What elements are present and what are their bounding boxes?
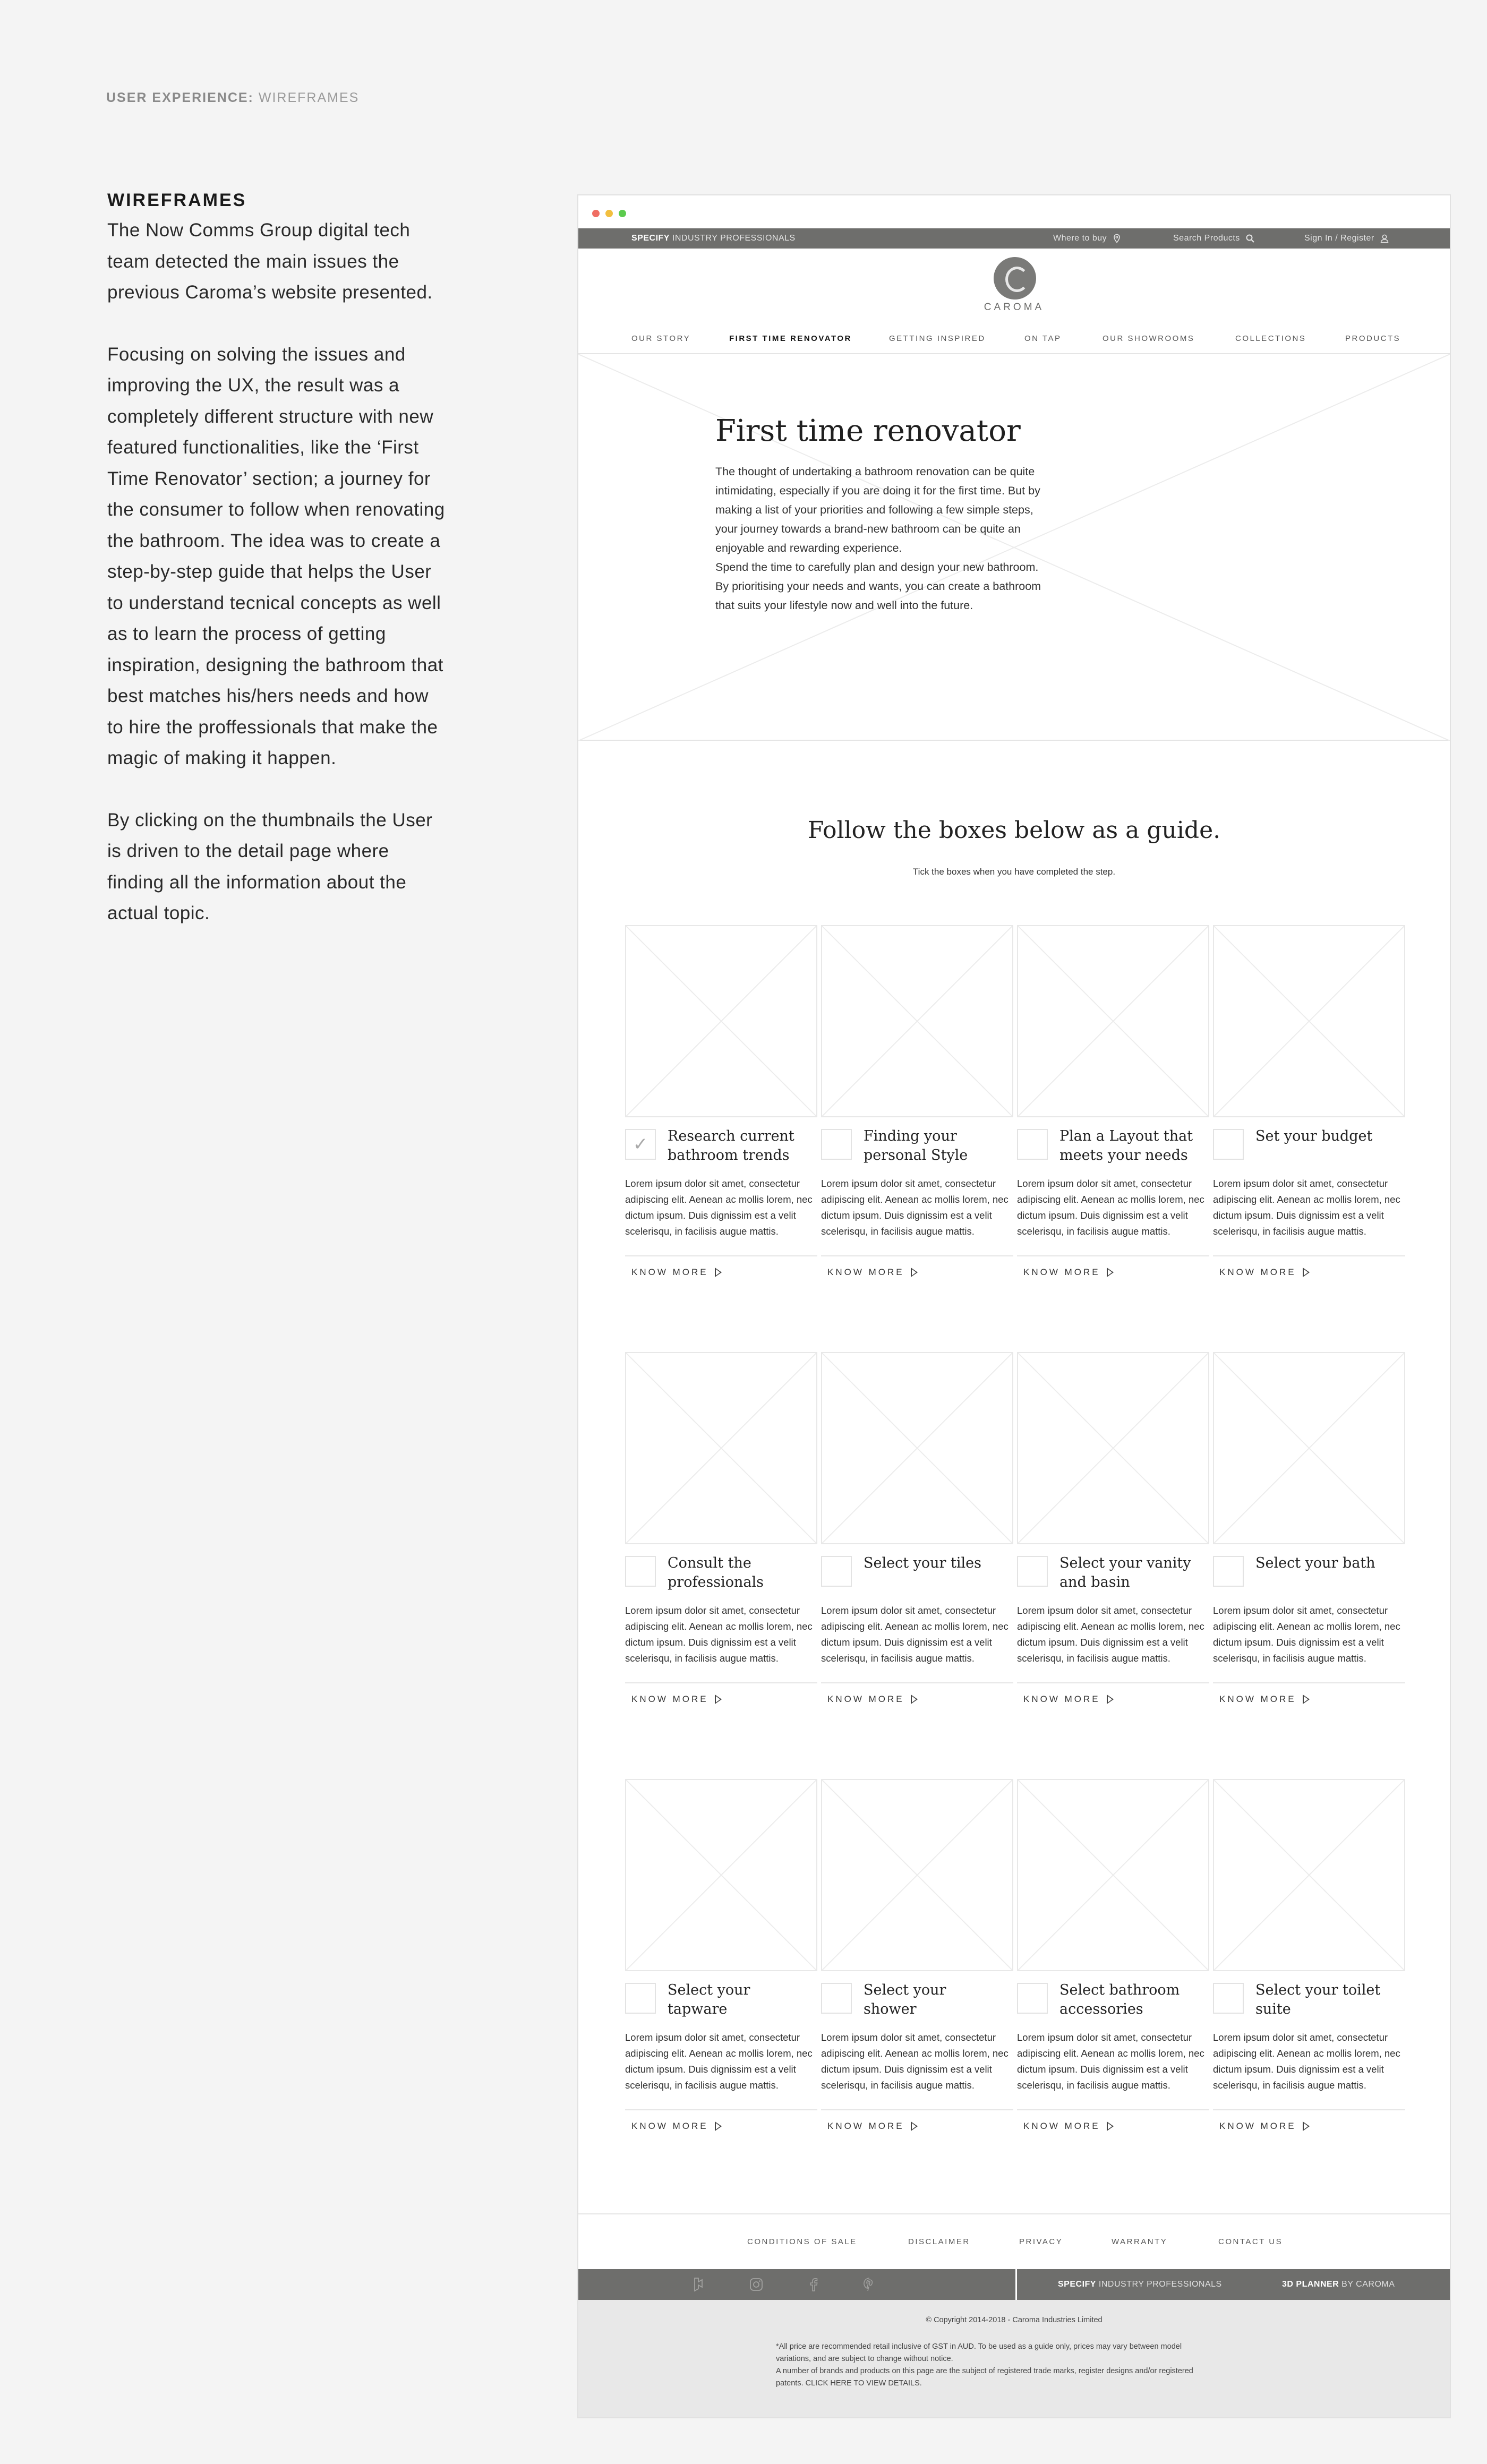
footer-specify-bold: SPECIFY <box>1058 2280 1096 2289</box>
footer-specify-link[interactable] <box>1058 2280 1222 2289</box>
play-arrow-icon <box>1107 2121 1114 2131</box>
step-card[interactable] <box>1017 1779 1209 2132</box>
play-arrow-icon <box>715 2121 722 2131</box>
footer-link-conditions[interactable]: CONDITIONS OF SALE <box>747 2237 857 2246</box>
step-card[interactable] <box>821 1352 1013 1705</box>
breadcrumb-bold: USER EXPERIENCE: <box>106 90 254 105</box>
image-placeholder-icon <box>626 1353 816 1543</box>
step-card[interactable] <box>1213 1352 1405 1705</box>
footer-link-disclaimer[interactable]: DISCLAIMER <box>908 2237 970 2246</box>
footer-bar-separator <box>1015 2269 1017 2300</box>
step-title-line: Select your bath <box>1255 1555 1375 1571</box>
divider <box>1017 2109 1209 2110</box>
disclaimer-line: *All price are recommended retail inclusive of GST in AUD. To be used as a guide only, prices may vary between model <box>776 2342 1182 2351</box>
step-title-line: personal Style <box>864 1147 968 1163</box>
step-title <box>1059 1554 1191 1592</box>
nav-our-story[interactable]: OUR STORY <box>631 334 691 343</box>
footer-3d-planner-link[interactable] <box>1282 2280 1395 2289</box>
step-title <box>1255 1981 1380 2019</box>
step-thumbnail[interactable] <box>625 925 817 1117</box>
play-arrow-icon <box>911 1695 918 1704</box>
step-description: Lorem ipsum dolor sit amet, consectetur adipiscing elit. Aenean ac mollis lorem, nec dictum ipsum. Duis dignissim est a velit scelerisqu, in facilisis augue mattis. <box>821 1178 1009 1237</box>
step-checkbox[interactable] <box>1213 1983 1244 2014</box>
specify-bold: SPECIFY <box>631 234 670 243</box>
disclaimer-line[interactable]: patents. CLICK HERE TO VIEW DETAILS. <box>776 2379 922 2388</box>
image-placeholder-icon <box>1018 1353 1208 1543</box>
step-card[interactable] <box>821 925 1013 1278</box>
browser-window <box>577 194 1451 2418</box>
step-checkbox[interactable] <box>625 1983 656 2014</box>
step-checkbox[interactable] <box>1017 1983 1048 2014</box>
checkmark-icon: ✓ <box>633 1134 648 1154</box>
step-description: Lorem ipsum dolor sit amet, consectetur adipiscing elit. Aenean ac mollis lorem, nec dictum ipsum. Duis dignissim est a velit scelerisqu, in facilisis augue mattis. <box>1017 1178 1204 1237</box>
step-thumbnail[interactable] <box>625 1352 817 1544</box>
play-arrow-icon <box>715 1268 722 1277</box>
where-to-buy-label: Where to buy <box>1053 234 1107 243</box>
legal-disclaimer <box>776 2341 1254 2390</box>
minimize-dot-icon[interactable] <box>605 210 613 217</box>
hero-banner <box>578 354 1450 741</box>
breadcrumb-rest: WIREFRAMES <box>258 90 360 105</box>
image-placeholder-icon <box>822 1353 1012 1543</box>
play-arrow-icon <box>715 1695 722 1704</box>
divider <box>1017 1255 1209 1256</box>
footer-links <box>578 2213 1450 2269</box>
image-placeholder-icon <box>822 1780 1012 1970</box>
image-placeholder-icon <box>1214 1780 1404 1970</box>
search-products-link[interactable] <box>1173 234 1255 243</box>
know-more-label: KNOW MORE <box>631 1267 708 1277</box>
know-more-link[interactable] <box>827 2121 1013 2132</box>
know-more-label: KNOW MORE <box>1219 2121 1296 2131</box>
step-title <box>1255 1554 1375 1573</box>
step-checkbox[interactable] <box>1017 1129 1048 1160</box>
step-title <box>1059 1981 1180 2019</box>
step-card[interactable] <box>625 925 817 1278</box>
step-thumbnail[interactable] <box>821 1779 1013 1971</box>
step-title <box>668 1981 750 2019</box>
step-title <box>1059 1127 1193 1165</box>
footer-planner-rest: BY CAROMA <box>1339 2280 1395 2289</box>
step-title-line: Select your <box>864 1982 946 1998</box>
play-arrow-icon <box>1303 2121 1310 2131</box>
divider <box>821 1682 1013 1683</box>
step-title-line: tapware <box>668 2001 728 2017</box>
divider <box>821 2109 1013 2110</box>
step-description: Lorem ipsum dolor sit amet, consectetur adipiscing elit. Aenean ac mollis lorem, nec dictum ipsum. Duis dignissim est a velit scelerisqu, in facilisis augue mattis. <box>625 2032 813 2091</box>
nav-our-showrooms[interactable]: OUR SHOWROOMS <box>1103 334 1195 343</box>
step-description: Lorem ipsum dolor sit amet, consectetur adipiscing elit. Aenean ac mollis lorem, nec dictum ipsum. Duis dignissim est a velit scelerisqu, in facilisis augue mattis. <box>821 2032 1009 2091</box>
step-thumbnail[interactable] <box>821 925 1013 1117</box>
play-arrow-icon <box>1107 1695 1114 1704</box>
hero-body-2: Spend the time to carefully plan and design your new bathroom. By prioritising your needs and wants, you can create a bathroom that suits your lifestyle now and well into the future. <box>715 561 1041 612</box>
know-more-label: KNOW MORE <box>1219 1694 1296 1704</box>
step-checkbox[interactable] <box>821 1129 852 1160</box>
logo-text: CAROMA <box>984 302 1045 313</box>
play-arrow-icon <box>911 1268 918 1277</box>
know-more-link[interactable] <box>1023 1267 1209 1278</box>
window-controls <box>578 195 1450 228</box>
know-more-link[interactable] <box>1023 1694 1209 1705</box>
step-card[interactable] <box>821 1779 1013 2132</box>
step-thumbnail[interactable] <box>1017 925 1209 1117</box>
step-title-line: shower <box>864 2001 917 2017</box>
know-more-label: KNOW MORE <box>1023 1267 1100 1277</box>
know-more-label: KNOW MORE <box>631 1694 708 1704</box>
step-card[interactable] <box>1017 925 1209 1278</box>
step-title-line: and basin <box>1059 1574 1130 1590</box>
step-title <box>864 1981 946 2019</box>
image-placeholder-icon <box>626 1780 816 1970</box>
step-description: Lorem ipsum dolor sit amet, consectetur adipiscing elit. Aenean ac mollis lorem, nec dictum ipsum. Duis dignissim est a velit scelerisqu, in facilisis augue mattis. <box>625 1605 813 1664</box>
caroma-logo-icon <box>994 257 1036 300</box>
step-title-line: Set your budget <box>1255 1128 1373 1144</box>
footer-specify-rest: INDUSTRY PROFESSIONALS <box>1096 2280 1222 2289</box>
know-more-link[interactable] <box>631 1694 817 1705</box>
step-description: Lorem ipsum dolor sit amet, consectetur adipiscing elit. Aenean ac mollis lorem, nec dictum ipsum. Duis dignissim est a velit scelerisqu, in facilisis augue mattis. <box>821 1605 1009 1664</box>
step-checkbox[interactable] <box>821 1556 852 1587</box>
step-title-line: accessories <box>1059 2001 1143 2017</box>
houzz-icon[interactable] <box>690 2277 706 2292</box>
step-title-line: meets your needs <box>1059 1147 1188 1163</box>
know-more-link[interactable] <box>631 2121 817 2132</box>
know-more-link[interactable] <box>1023 2121 1209 2132</box>
step-title <box>864 1554 981 1573</box>
copyright-text: © Copyright 2014-2018 - Caroma Industries Limited <box>926 2316 1103 2324</box>
sign-in-label: Sign In / Register <box>1304 234 1374 243</box>
step-title <box>668 1127 794 1165</box>
know-more-link[interactable] <box>1219 2121 1405 2132</box>
footer-link-privacy[interactable]: PRIVACY <box>1019 2237 1063 2246</box>
step-description: Lorem ipsum dolor sit amet, consectetur adipiscing elit. Aenean ac mollis lorem, nec dictum ipsum. Duis dignissim est a velit scelerisqu, in facilisis augue mattis. <box>625 1178 813 1237</box>
step-title-line: professionals <box>668 1574 764 1590</box>
nav-products[interactable]: PRODUCTS <box>1345 334 1401 343</box>
footer-link-contact[interactable]: CONTACT US <box>1218 2237 1283 2246</box>
footer-planner-bold: 3D PLANNER <box>1282 2280 1339 2289</box>
specify-rest: INDUSTRY PROFESSIONALS <box>669 234 796 243</box>
description-panel <box>107 190 447 929</box>
search-icon <box>1245 234 1255 243</box>
where-to-buy-link[interactable] <box>1053 234 1122 243</box>
main-nav <box>578 324 1450 354</box>
step-title-line: Select bathroom <box>1059 1982 1180 1998</box>
step-description: Lorem ipsum dolor sit amet, consectetur adipiscing elit. Aenean ac mollis lorem, nec dictum ipsum. Duis dignissim est a velit scelerisqu, in facilisis augue mattis. <box>1213 2032 1400 2091</box>
step-card[interactable] <box>625 1779 817 2132</box>
footer-bar <box>578 2269 1450 2300</box>
step-thumbnail[interactable] <box>1017 1352 1209 1544</box>
play-arrow-icon <box>911 2121 918 2131</box>
divider <box>1213 1682 1405 1683</box>
footer-link-warranty[interactable]: WARRANTY <box>1112 2237 1168 2246</box>
step-title-line: Consult the <box>668 1555 751 1571</box>
description-heading: WIREFRAMES <box>107 190 247 210</box>
step-title-line: Finding your <box>864 1128 957 1144</box>
specify-link[interactable] <box>631 234 796 243</box>
know-more-link[interactable] <box>1219 1267 1405 1278</box>
search-label: Search Products <box>1173 234 1240 243</box>
nav-on-tap[interactable]: ON TAP <box>1024 334 1062 343</box>
divider <box>625 1682 817 1683</box>
step-thumbnail[interactable] <box>1017 1779 1209 1971</box>
step-title-line: bathroom trends <box>668 1147 790 1163</box>
know-more-label: KNOW MORE <box>827 1694 904 1704</box>
divider <box>821 1255 1013 1256</box>
step-checkbox[interactable] <box>1213 1129 1244 1160</box>
know-more-link[interactable] <box>1219 1694 1405 1705</box>
location-pin-icon <box>1112 234 1122 243</box>
step-card[interactable] <box>1017 1352 1209 1705</box>
know-more-link[interactable] <box>827 1267 1013 1278</box>
step-title-line: Select your vanity <box>1059 1555 1191 1571</box>
disclaimer-line: A number of brands and products on this page are the subject of registered trade marks, register designs and/or registered <box>776 2367 1193 2375</box>
sign-in-link[interactable] <box>1304 234 1389 243</box>
image-placeholder-icon <box>626 926 816 1116</box>
know-more-label: KNOW MORE <box>631 2121 708 2131</box>
step-checkbox[interactable] <box>625 1129 656 1160</box>
description-paragraph: The Now Comms Group digital tech team detected the main issues the previous Caroma’s website presented. <box>107 220 433 303</box>
step-title <box>668 1554 764 1592</box>
section-breadcrumb <box>106 90 359 106</box>
step-checkbox[interactable] <box>1017 1556 1048 1587</box>
divider <box>1017 1682 1209 1683</box>
step-checkbox[interactable] <box>625 1556 656 1587</box>
step-thumbnail[interactable] <box>1213 925 1405 1117</box>
step-card[interactable] <box>1213 925 1405 1278</box>
step-description: Lorem ipsum dolor sit amet, consectetur adipiscing elit. Aenean ac mollis lorem, nec dictum ipsum. Duis dignissim est a velit scelerisqu, in facilisis augue mattis. <box>1017 1605 1204 1664</box>
nav-first-time-renovator[interactable]: FIRST TIME RENOVATOR <box>729 334 852 343</box>
divider <box>1213 2109 1405 2110</box>
play-arrow-icon <box>1107 1268 1114 1277</box>
play-arrow-icon <box>1303 1695 1310 1704</box>
divider <box>625 1255 817 1256</box>
play-arrow-icon <box>1303 1268 1310 1277</box>
step-checkbox[interactable] <box>1213 1556 1244 1587</box>
step-description: Lorem ipsum dolor sit amet, consectetur adipiscing elit. Aenean ac mollis lorem, nec dictum ipsum. Duis dignissim est a velit scelerisqu, in facilisis augue mattis. <box>1213 1605 1400 1664</box>
pinterest-icon[interactable] <box>861 2277 877 2292</box>
step-title-line: suite <box>1255 2001 1291 2017</box>
guide-subtitle: Tick the boxes when you have completed the step. <box>912 867 1116 877</box>
know-more-label: KNOW MORE <box>1219 1267 1296 1277</box>
step-description: Lorem ipsum dolor sit amet, consectetur adipiscing elit. Aenean ac mollis lorem, nec dictum ipsum. Duis dignissim est a velit scelerisqu, in facilisis augue mattis. <box>1017 2032 1204 2091</box>
description-paragraph: By clicking on the thumbnails the User is driven to the detail page where finding all the information about the actual topic. <box>107 809 433 923</box>
know-more-link[interactable] <box>631 1267 817 1278</box>
image-placeholder-icon <box>1018 1780 1208 1970</box>
footer-legal <box>578 2300 1450 2417</box>
step-title-line: Select your tiles <box>864 1555 981 1571</box>
step-thumbnail[interactable] <box>821 1352 1013 1544</box>
step-card[interactable] <box>1213 1779 1405 2132</box>
know-more-label: KNOW MORE <box>1023 1694 1100 1704</box>
maximize-dot-icon[interactable] <box>619 210 626 217</box>
utility-bar <box>578 228 1450 249</box>
step-title-line: Select your toilet <box>1255 1982 1381 1998</box>
nav-getting-inspired[interactable]: GETTING INSPIRED <box>889 334 986 343</box>
step-thumbnail[interactable] <box>625 1779 817 1971</box>
close-dot-icon[interactable] <box>592 210 600 217</box>
step-thumbnail[interactable] <box>1213 1779 1405 1971</box>
step-thumbnail[interactable] <box>1213 1352 1405 1544</box>
description-paragraph: Focusing on solving the issues and improving the UX, the result was a completely different structure with new featured functionalities, like the ‘First Time Renovator’ section; a journey for the consumer to follow when renovating the bathroom. The idea was to create a step-by-step guide that helps the User to understand tecnical concepts as well as to learn the process of getting inspiration, designing the bathroom that best matches his/hers needs and how to hire the proffessionals that make the magic of making it happen. <box>107 344 445 768</box>
image-placeholder-icon <box>822 926 1012 1116</box>
step-title <box>1255 1127 1372 1146</box>
user-icon <box>1380 234 1389 243</box>
step-description: Lorem ipsum dolor sit amet, consectetur adipiscing elit. Aenean ac mollis lorem, nec dictum ipsum. Duis dignissim est a velit scelerisqu, in facilisis augue mattis. <box>1213 1178 1400 1237</box>
know-more-link[interactable] <box>827 1694 1013 1705</box>
disclaimer-line: variations, and are subject to change without notice. <box>776 2355 953 2363</box>
know-more-label: KNOW MORE <box>1023 2121 1100 2131</box>
know-more-label: KNOW MORE <box>827 2121 904 2131</box>
nav-collections[interactable]: COLLECTIONS <box>1235 334 1306 343</box>
facebook-icon[interactable] <box>806 2277 822 2292</box>
step-title-line: Research current <box>668 1128 794 1144</box>
image-placeholder-icon <box>1214 1353 1404 1543</box>
site-logo[interactable] <box>578 249 1450 313</box>
divider <box>1213 1255 1405 1256</box>
image-placeholder-icon <box>1214 926 1404 1116</box>
hero-body: The thought of undertaking a bathroom renovation can be quite intimidating, especially if you are doing it for the first time. But by making a list of your priorities and following a few simple steps, your journey towards a brand-new bathroom can be quite an enjoyable and rewarding experience. <box>715 465 1040 554</box>
step-card[interactable] <box>625 1352 817 1705</box>
instagram-icon[interactable] <box>748 2277 764 2292</box>
divider <box>625 2109 817 2110</box>
guide-title: Follow the boxes below as a guide. <box>807 817 1221 844</box>
step-title <box>864 1127 968 1165</box>
know-more-label: KNOW MORE <box>827 1267 904 1277</box>
image-placeholder-icon <box>1018 926 1208 1116</box>
hero-content <box>715 414 1045 615</box>
step-checkbox[interactable] <box>821 1983 852 2014</box>
step-title-line: Select your <box>668 1982 750 1998</box>
step-title-line: Plan a Layout that <box>1059 1128 1193 1144</box>
hero-title: First time renovator <box>715 414 1021 448</box>
